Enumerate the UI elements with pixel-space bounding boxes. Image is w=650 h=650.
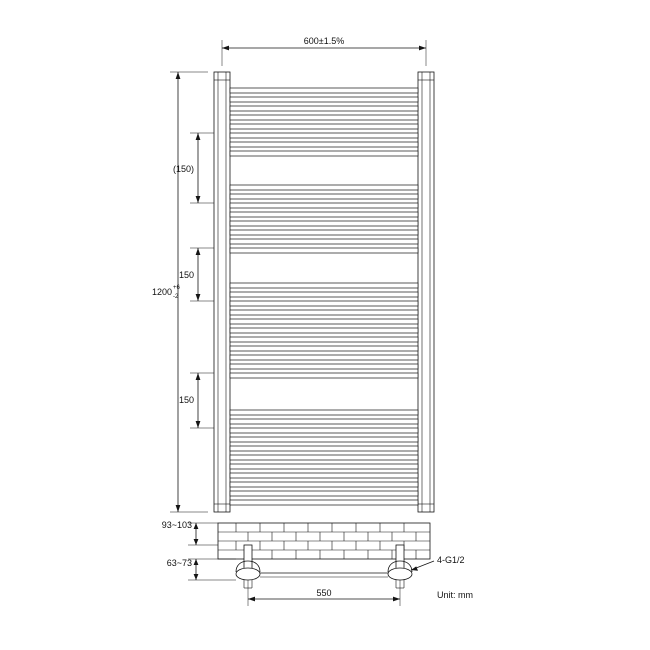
dimension-height-tol-lower: -2 [173,294,179,300]
front-elevation-group [152,36,434,512]
dimension-depth-lower-label: 63~73 [166,558,192,568]
right-vertical-rail [418,72,434,512]
dimension-spacing-mid-label: 150 [178,270,194,280]
dimension-width-600 [222,36,426,66]
dimension-width-label: 600±1.5% [303,36,345,46]
plan-view-group [162,520,465,606]
dimension-depth-63-73 [167,558,236,580]
dimension-height-tol-upper: +6 [173,285,180,291]
dimension-height-label: 1200 [151,287,172,297]
unit-note: Unit: mm [437,590,473,600]
callout-connection-label: 4-G1/2 [437,555,465,565]
dimension-depth-93-103 [162,520,218,545]
dimension-spacing-bracketed-label: (150) [172,164,194,174]
dimension-base-width-550 [248,580,400,606]
dimension-spacing-150-lower [179,373,214,428]
left-vertical-rail [214,72,230,512]
dimension-depth-upper-label: 93~103 [161,520,192,530]
dimension-spacing-150-bracketed [173,133,214,203]
dimension-spacing-lower-label: 150 [178,395,194,405]
horizontal-bars-group [230,88,418,505]
dimension-base-width-label: 550 [316,588,332,598]
dimension-spacing-150-mid [179,248,214,301]
